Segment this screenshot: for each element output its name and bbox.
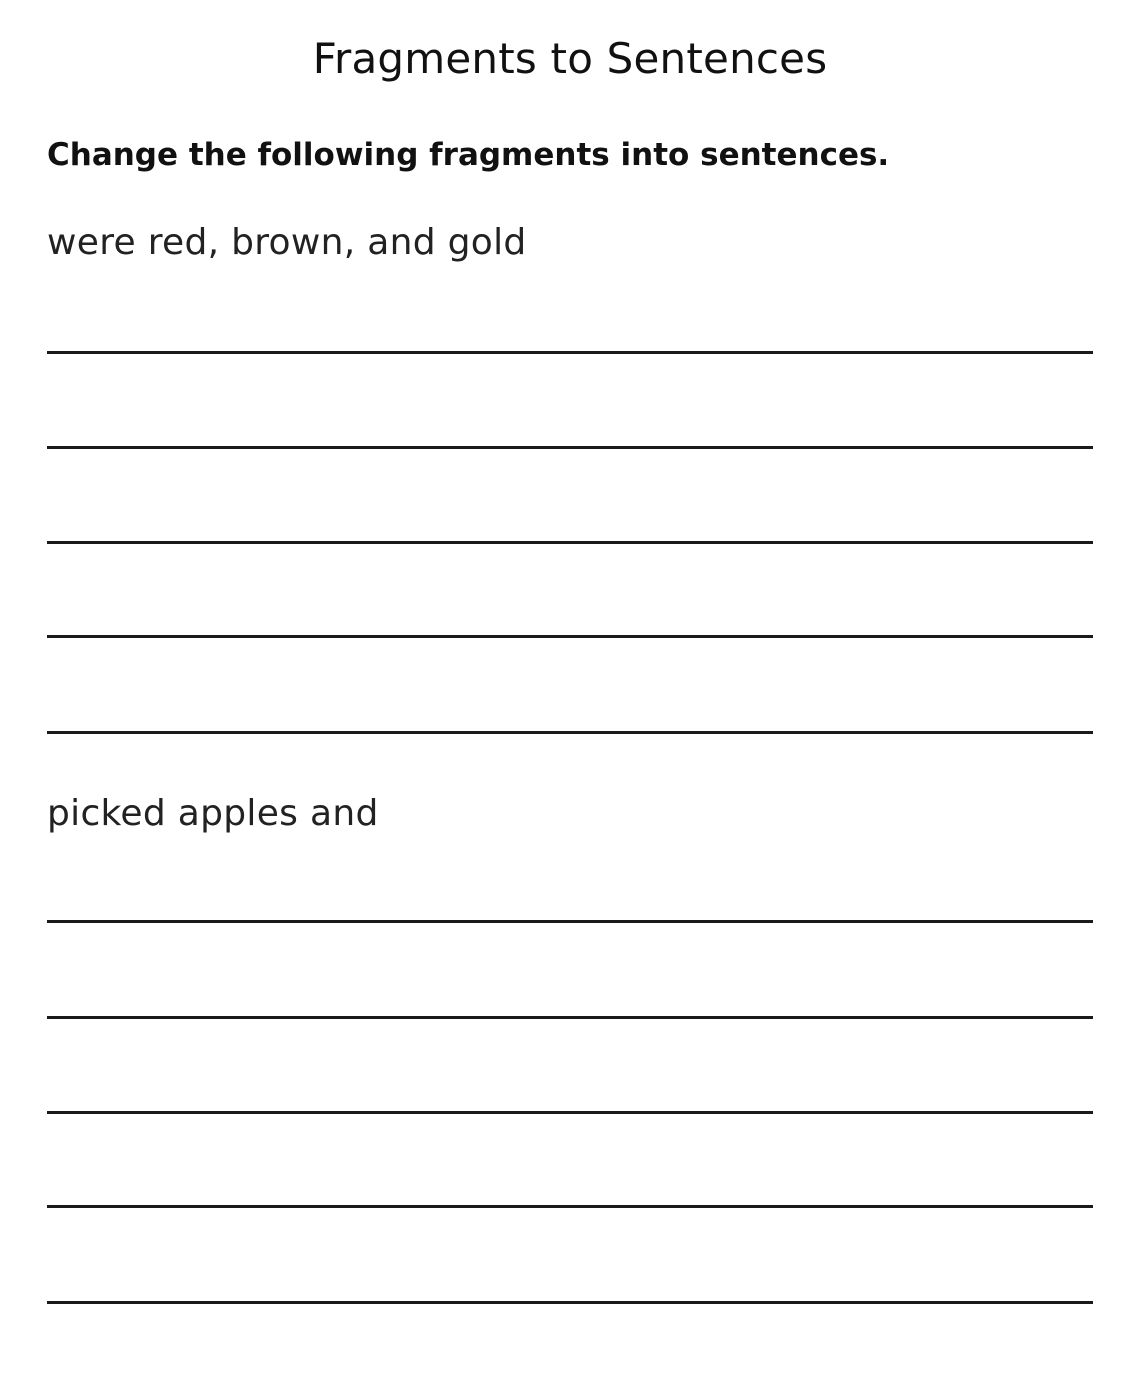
- answer-line[interactable]: [47, 1016, 1093, 1019]
- answer-line[interactable]: [47, 1301, 1093, 1304]
- answer-line[interactable]: [47, 1111, 1093, 1114]
- worksheet-instruction: Change the following fragments into sentences.: [47, 137, 890, 173]
- worksheet-title: Fragments to Sentences: [312, 34, 828, 83]
- answer-line[interactable]: [47, 635, 1093, 638]
- answer-line[interactable]: [47, 920, 1093, 923]
- fragment-prompt: picked apples and: [47, 793, 379, 834]
- answer-line[interactable]: [47, 1205, 1093, 1208]
- fragment-prompt: were red, brown, and gold: [47, 222, 527, 263]
- answer-line[interactable]: [47, 541, 1093, 544]
- answer-line[interactable]: [47, 446, 1093, 449]
- answer-line[interactable]: [47, 351, 1093, 354]
- answer-line[interactable]: [47, 731, 1093, 734]
